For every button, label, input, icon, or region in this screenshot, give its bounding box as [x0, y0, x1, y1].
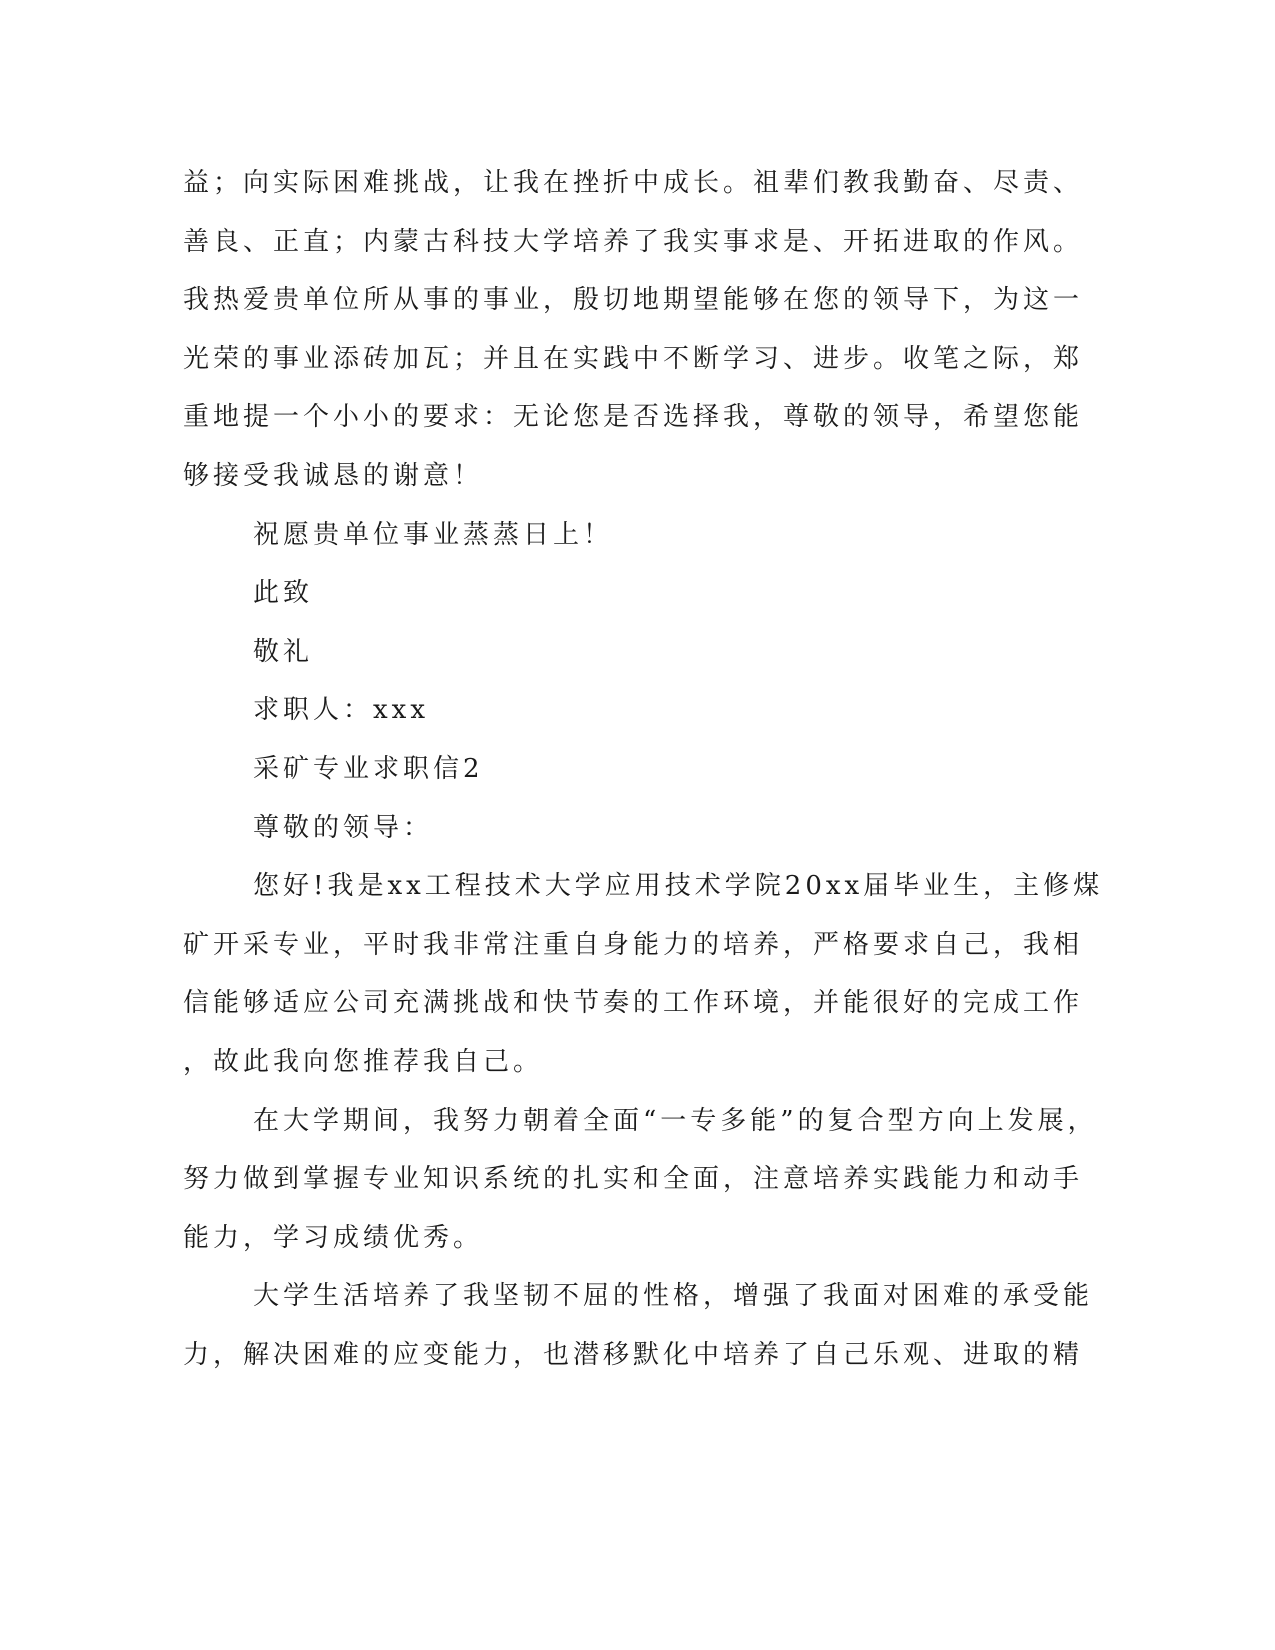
text-line: 矿开采专业，平时我非常注重自身能力的培养，严格要求自己，我相	[183, 930, 1084, 960]
text-line: ，故此我向您推荐我自己。	[183, 1047, 544, 1077]
text-line: 您好!我是xx工程技术大学应用技术学院20xx届毕业生，主修煤	[253, 871, 1104, 901]
text-line: 重地提一个小小的要求：无论您是否选择我，尊敬的领导，希望您能	[183, 402, 1084, 432]
text-line: 够接受我诚恳的谢意！	[183, 461, 484, 491]
text-line: 益；向实际困难挑战，让我在挫折中成长。祖辈们教我勤奋、尽责、	[183, 168, 1084, 198]
text-line: 力，解决困难的应变能力，也潜移默化中培养了自己乐观、进取的精	[183, 1340, 1084, 1370]
salutation-jing-li: 敬礼	[253, 637, 314, 667]
text-line: 善良、正直；内蒙古科技大学培养了我实事求是、开拓进取的作风。	[183, 227, 1084, 257]
text-line: 大学生活培养了我坚韧不屈的性格，增强了我面对困难的承受能	[253, 1281, 1094, 1311]
text-line: 能力，学习成绩优秀。	[183, 1223, 484, 1253]
text-line: 努力做到掌握专业知识系统的扎实和全面，注意培养实践能力和动手	[183, 1164, 1084, 1194]
text-line: 在大学期间，我努力朝着全面“一专多能”的复合型方向上发展，	[253, 1106, 1098, 1136]
text-line: 光荣的事业添砖加瓦；并且在实践中不断学习、进步。收笔之际，郑	[183, 344, 1084, 374]
letter-title: 采矿专业求职信2	[253, 754, 484, 784]
text-line: 我热爱贵单位所从事的事业，殷切地期望能够在您的领导下，为这一	[183, 285, 1084, 315]
salutation-ci-zhi: 此致	[253, 578, 314, 608]
signature: 求职人：xxx	[253, 695, 429, 725]
closing-wish: 祝愿贵单位事业蒸蒸日上！	[253, 520, 614, 550]
text-line: 信能够适应公司充满挑战和快节奏的工作环境，并能很好的完成工作	[183, 988, 1084, 1018]
letter-greeting: 尊敬的领导：	[253, 813, 434, 843]
